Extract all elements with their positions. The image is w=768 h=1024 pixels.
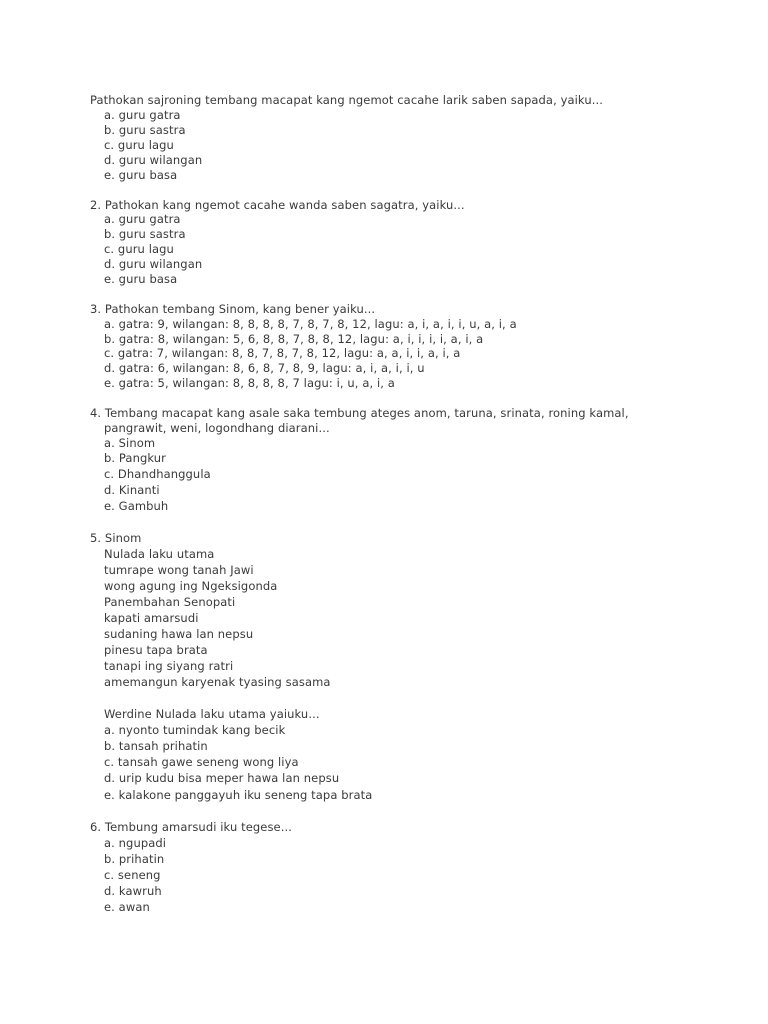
question-3-option-e: e. gatra: 5, wilangan: 8, 8, 8, 8, 7 lagu: i, u, a, i, a — [104, 376, 395, 390]
question-1-option-e: e. guru basa — [104, 168, 178, 182]
question-1-option-b: b. guru sastra — [104, 123, 186, 137]
question-1-stem: Pathokan sajroning tembang macapat kang ngemot cacahe larik saben sapada, yaiku... — [90, 93, 603, 107]
question-6-stem: 6. Tembung amarsudi iku tegese... — [90, 820, 293, 834]
question-4-option-d: d. Kinanti — [104, 483, 160, 497]
poem-line-3: wong agung ing Ngeksigonda — [104, 579, 278, 593]
question-4-stem: 4. Tembang macapat kang asale saka tembung ateges anom, taruna, srinata, roning kamal, — [90, 406, 629, 420]
poem-line-4: Panembahan Senopati — [104, 595, 236, 609]
question-3-option-b: b. gatra: 8, wilangan: 5, 6, 8, 8, 7, 8, 8, 12, lagu: a, i, i, i, i, a, i, a — [104, 332, 484, 346]
question-5-option-b: b. tansah prihatin — [104, 739, 208, 753]
question-3-option-a: a. gatra: 9, wilangan: 8, 8, 8, 8, 7, 8, 7, 8, 12, lagu: a, i, a, i, i, u, a, i, a — [104, 317, 517, 331]
question-5-option-a: a. nyonto tumindak kang becik — [104, 723, 286, 737]
poem-line-1: Nulada laku utama — [104, 547, 215, 561]
question-2-stem: 2. Pathokan kang ngemot cacahe wanda saben sagatra, yaiku... — [90, 198, 465, 212]
question-5-prompt: Werdine Nulada laku utama yaiuku... — [104, 707, 320, 721]
question-1-option-c: c. guru lagu — [104, 138, 174, 152]
question-1-option-d: d. guru wilangan — [104, 153, 203, 167]
question-6-option-d: d. kawruh — [104, 884, 162, 898]
question-4-option-b: b. Pangkur — [104, 451, 166, 465]
poem-line-8: tanapi ing siyang ratri — [104, 659, 234, 673]
poem-line-2: tumrape wong tanah Jawi — [104, 563, 254, 577]
question-5-option-e: e. kalakone panggayuh iku seneng tapa brata — [104, 788, 373, 802]
question-5-stem: 5. Sinom — [90, 531, 142, 545]
question-3-option-d: d. gatra: 6, wilangan: 8, 6, 8, 7, 8, 9, lagu: a, i, a, i, i, u — [104, 361, 425, 375]
question-4-stem-continued: pangrawit, weni, logondhang diarani... — [104, 421, 330, 435]
question-5-option-c: c. tansah gawe seneng wong liya — [104, 755, 299, 769]
question-6-option-c: c. seneng — [104, 868, 161, 882]
question-2-option-d: d. guru wilangan — [104, 257, 203, 271]
question-4-option-c: c. Dhandhanggula — [104, 467, 211, 481]
question-6-option-e: e. awan — [104, 900, 150, 914]
question-4-option-a: a. Sinom — [104, 436, 156, 450]
question-2-option-c: c. guru lagu — [104, 242, 174, 256]
question-2-option-a: a. guru gatra — [104, 212, 181, 226]
question-1-option-a: a. guru gatra — [104, 108, 181, 122]
poem-line-5: kapati amarsudi — [104, 611, 199, 625]
poem-line-9: amemangun karyenak tyasing sasama — [104, 675, 331, 689]
question-6-option-b: b. prihatin — [104, 852, 165, 866]
question-3-stem: 3. Pathokan tembang Sinom, kang bener yaiku... — [90, 302, 376, 316]
question-6-option-a: a. ngupadi — [104, 836, 167, 850]
question-4-option-e: e. Gambuh — [104, 499, 169, 513]
question-5-option-d: d. urip kudu bisa meper hawa lan nepsu — [104, 771, 340, 785]
question-2-option-b: b. guru sastra — [104, 227, 186, 241]
poem-line-6: sudaning hawa lan nepsu — [104, 627, 254, 641]
poem-line-7: pinesu tapa brata — [104, 643, 208, 657]
question-2-option-e: e. guru basa — [104, 272, 178, 286]
question-3-option-c: c. gatra: 7, wilangan: 8, 8, 7, 8, 7, 8, 12, lagu: a, a, i, i, a, i, a — [104, 346, 461, 360]
